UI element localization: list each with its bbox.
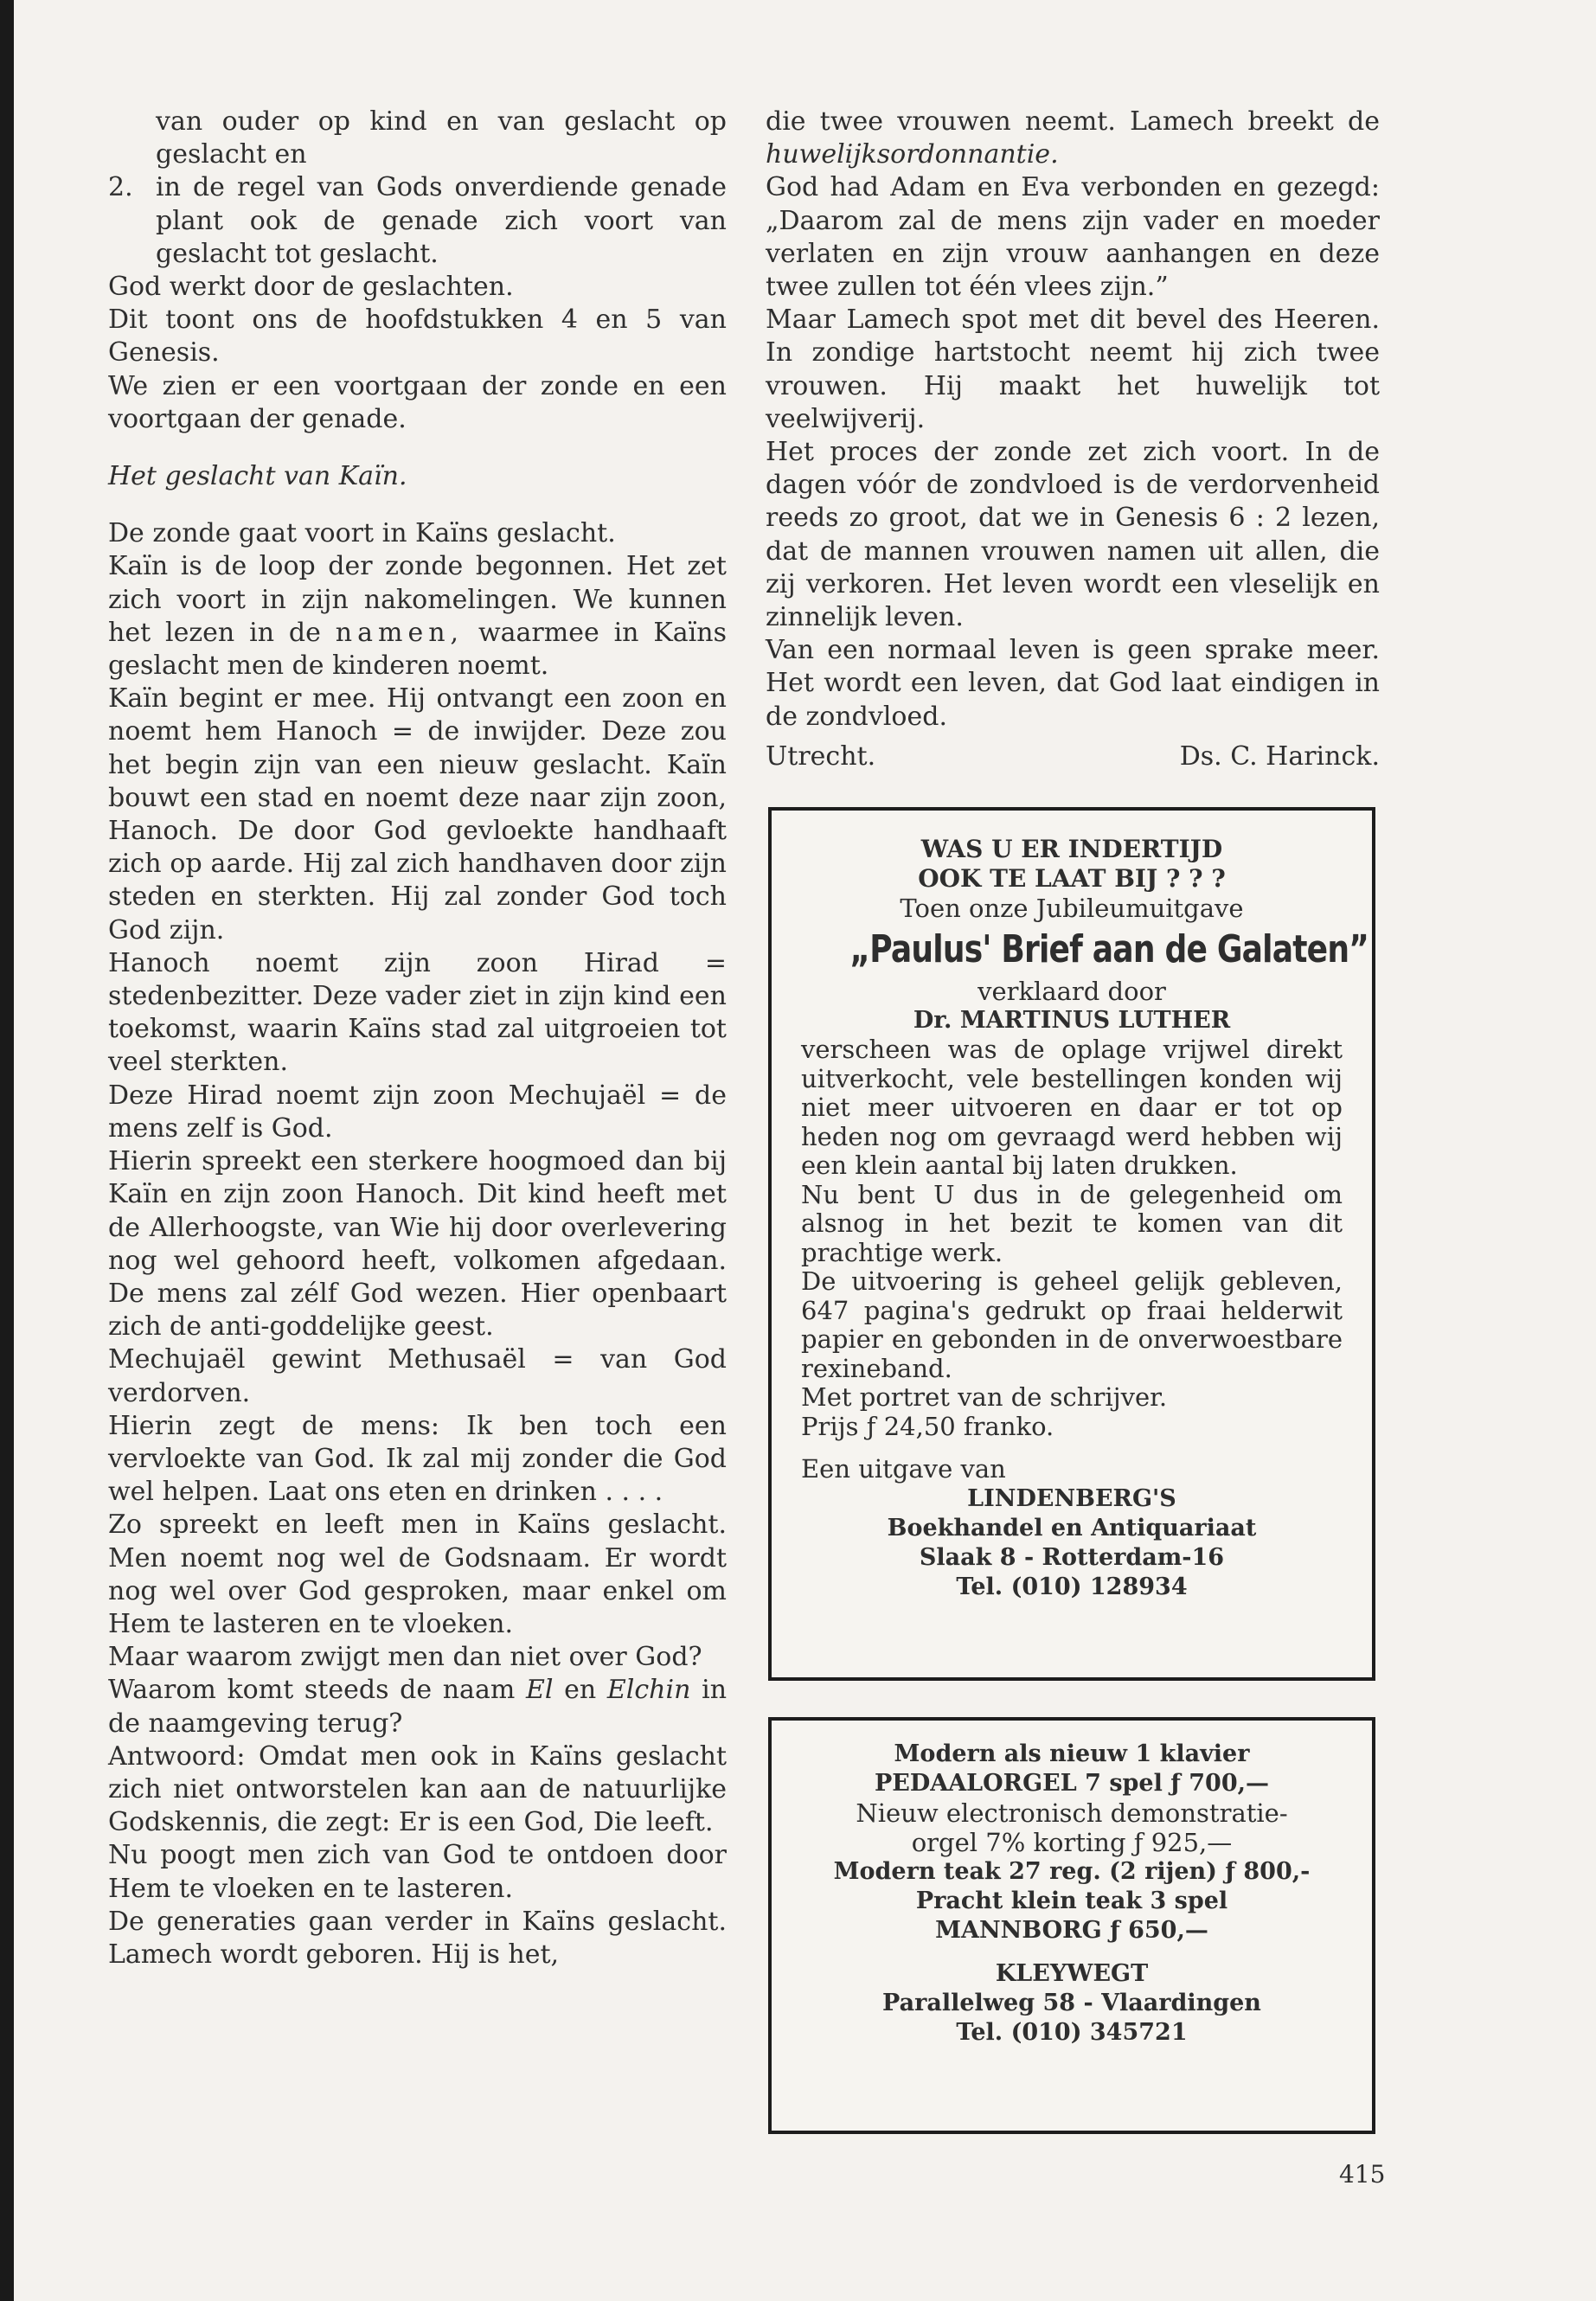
paragraph (108, 1674, 727, 1740)
item-text: in de regel van Gods onverdiende genade plant ook de genade zich voort van geslacht tot geslacht. (156, 172, 727, 269)
ad-line: Modern als nieuw 1 klavier (894, 1740, 1250, 1767)
paragraph: Van een normaal leven is geen sprake meer. Het wordt een leven, dat God laat eindigen in de zondvloed. (766, 635, 1380, 732)
right-column (766, 106, 1380, 773)
ad-publisher-intro: Een uitgave van (801, 1454, 1006, 1484)
ad-body: verscheen was de oplage vrijwel direkt uitverkocht, vele bestellingen konden wij niet meer uitvoeren en daar er tot op heden nog om gevraagd werd hebben wij een klein aantal bij laten drukken. (801, 1035, 1343, 1180)
text-run: waarmee in Kaïns geslacht men de kinderen noemt. (108, 617, 727, 682)
section-heading: Het geslacht van Kaïn. (108, 461, 407, 492)
ad-line: Modern teak 27 reg. (2 rijen) ƒ 800,- (833, 1858, 1311, 1885)
signature-place: Utrecht. (766, 740, 876, 772)
ad-headline: OOK TE LAAT BIJ ? ? ? (918, 864, 1226, 893)
page-binding-edge (0, 0, 14, 2301)
ad-line: PEDAALORGEL 7 spel ƒ 700,— (874, 1770, 1270, 1797)
ad-body: De uitvoering is geheel gelijk gebleven, 647 pagina's gedrukt op fraai helderwit papier en gebonden in de onverwoestbare rexineband. (801, 1266, 1343, 1383)
paragraph: God werkt door de geslachten. (108, 272, 514, 303)
paragraph (108, 550, 727, 683)
paragraph: Zo spreekt en leeft men in Kaïns geslacht. Men noemt nog wel de Godsnaam. Er wordt nog wel over God gesproken, maar enkel om Hem te lasteren en te vloeken. (108, 1509, 727, 1639)
paragraph: Het proces der zonde zet zich voort. In de dagen vóór de zondvloed is de verdorvenheid reeds zo groot, dat we in Genesis 6 : 2 lezen, dat de mannen vrouwen namen uit allen, die zij verkoren. Het leven wordt een vleselijk en zinnelijk leven. (766, 437, 1380, 633)
text-run: die twee vrouwen neemt. Lamech breekt de (766, 106, 1380, 137)
paragraph: God had Adam en Eva verbonden en gezegd: „Daarom zal de mens zijn vader en moeder verlaten en zijn vrouw aanhangen en deze twee zullen tot één vlees zijn.” (766, 172, 1380, 303)
paragraph: Nu poogt men zich van God te ontdoen door Hem te vloeken en te lasteren. (108, 1840, 727, 1904)
ad-headline: WAS U ER INDERTIJD (920, 835, 1223, 863)
ad-body: Nu bent U dus in de gelegenheid om alsnog in het bezit te komen van dit prachtige werk. (801, 1179, 1343, 1267)
paragraph: Kaïn begint er mee. Hij ontvangt een zoon en noemt hem Hanoch = de inwijder. Deze zou het begin zijn van een nieuw geslacht. Kaïn bouwt een stad en noemt deze naar zijn zoon, Hanoch. De door God gevloekte handhaaft zich op aarde. Hij zal zich handhaven door zijn steden en sterkten. Hij zal zonder God toch God zijn. (108, 683, 727, 945)
ad-book-title: „Paulus' Brief aan de Galaten” (849, 927, 1369, 971)
signature-line (766, 740, 1380, 773)
paragraph: De zonde gaat voort in Kaïns geslacht. (108, 518, 616, 549)
italic-name: El (525, 1675, 554, 1706)
left-column (108, 106, 727, 1971)
ad-publisher-name: LINDENBERG'S (967, 1484, 1176, 1512)
ad-author: Dr. MARTINUS LUTHER (913, 1007, 1231, 1034)
paragraph: Hanoch noemt zijn zoon Hirad = stedenbezitter. Deze vader ziet in zijn kind een toekomst, waarin Kaïns stad zal uitgroeien tot veel sterkten. (108, 947, 727, 1078)
italic-term: huwelijksordonnantie. (766, 139, 1059, 170)
paragraph: van ouder op kind en van geslacht op geslacht en (156, 106, 727, 170)
paragraph: Hierin spreekt een sterkere hoogmoed dan bij Kaïn en zijn zoon Hanoch. Dit kind heeft met de Allerhoogste, van Wie hij door overlevering nog wel gehoord heeft, volkomen afgedaan. De mens zal zélf God wezen. Hier openbaart zich de anti-goddelijke geest. (108, 1146, 727, 1343)
paragraph (766, 106, 1380, 171)
ad-line: orgel 7% korting ƒ 925,— (911, 1828, 1233, 1857)
paragraph: Deze Hirad noemt zijn zoon Mechujaël = de mens zelf is God. (108, 1080, 727, 1144)
paragraph: Dit toont ons de hoofdstukken 4 en 5 van Genesis. (108, 304, 727, 369)
paragraph: Maar waarom zwijgt men dan niet over God? (108, 1642, 702, 1673)
paragraph: Hierin zegt de mens: Ik ben toch een vervloekte van God. Ik zal mij zonder die God wel helpen. Laat ons eten en drinken . . . . (108, 1410, 727, 1508)
text-run: Kaïn is de loop der zonde begonnen. Het zet zich voort in zijn nakomelingen. We kunnen het lezen in de (108, 551, 727, 648)
ad-line: MANNBORG ƒ 650,— (935, 1917, 1208, 1944)
italic-name: Elchin (606, 1675, 691, 1706)
ad-publisher-sub: Boekhandel en Antiquariaat (887, 1514, 1257, 1541)
signature-author: Ds. C. Harinck. (1179, 740, 1380, 772)
ad-text: verklaard door (977, 977, 1166, 1006)
ad-line: Pracht klein teak 3 spel (915, 1888, 1228, 1914)
numbered-item (108, 171, 727, 271)
ad-line: Nieuw electronisch demonstratie- (856, 1798, 1288, 1828)
emphasized-word: namen, (335, 617, 465, 648)
paragraph: Mechujaël gewint Methusaël = van God verdorven. (108, 1344, 727, 1408)
page-number: 415 (1339, 2160, 1386, 2189)
ad-price: Prijs ƒ 24,50 franko. (801, 1411, 1054, 1441)
ad-seller-address: Parallelweg 58 - Vlaardingen (882, 1990, 1261, 2016)
text-run: en (564, 1675, 597, 1706)
text-run: in de naamgeving terug? (108, 1675, 727, 1739)
paragraph: We zien er een voortgaan der zonde en een voortgaan der genade. (108, 370, 727, 434)
ad-seller-name: KLEYWEGT (995, 1960, 1149, 1987)
advertisement-organs (768, 1717, 1375, 2134)
paragraph: Antwoord: Omdat men ook in Kaïns geslacht zich niet ontworstelen kan aan de natuurlijke Godskennis, die zegt: Er is een God, Die leeft. (108, 1740, 727, 1838)
item-number: 2. (108, 172, 133, 203)
ad-seller-phone: Tel. (010) 345721 (956, 2019, 1188, 2046)
ad-publisher-phone: Tel. (010) 128934 (956, 1573, 1188, 1600)
ad-text: Toen onze Jubileumuitgave (900, 894, 1244, 923)
ad-publisher-address: Slaak 8 - Rotterdam-16 (919, 1543, 1225, 1571)
paragraph: Maar Lamech spot met dit bevel des Heeren. In zondige hartstocht neemt hij zich twee vrouwen. Hij maakt het huwelijk tot veelwijverij. (766, 304, 1380, 434)
ad-body: Met portret van de schrijver. (801, 1382, 1168, 1412)
advertisement-galaten (768, 807, 1375, 1681)
paragraph: De generaties gaan verder in Kaïns geslacht. Lamech wordt geboren. Hij is het, (108, 1906, 727, 1970)
text-run: Waarom komt steeds de naam (108, 1675, 516, 1706)
